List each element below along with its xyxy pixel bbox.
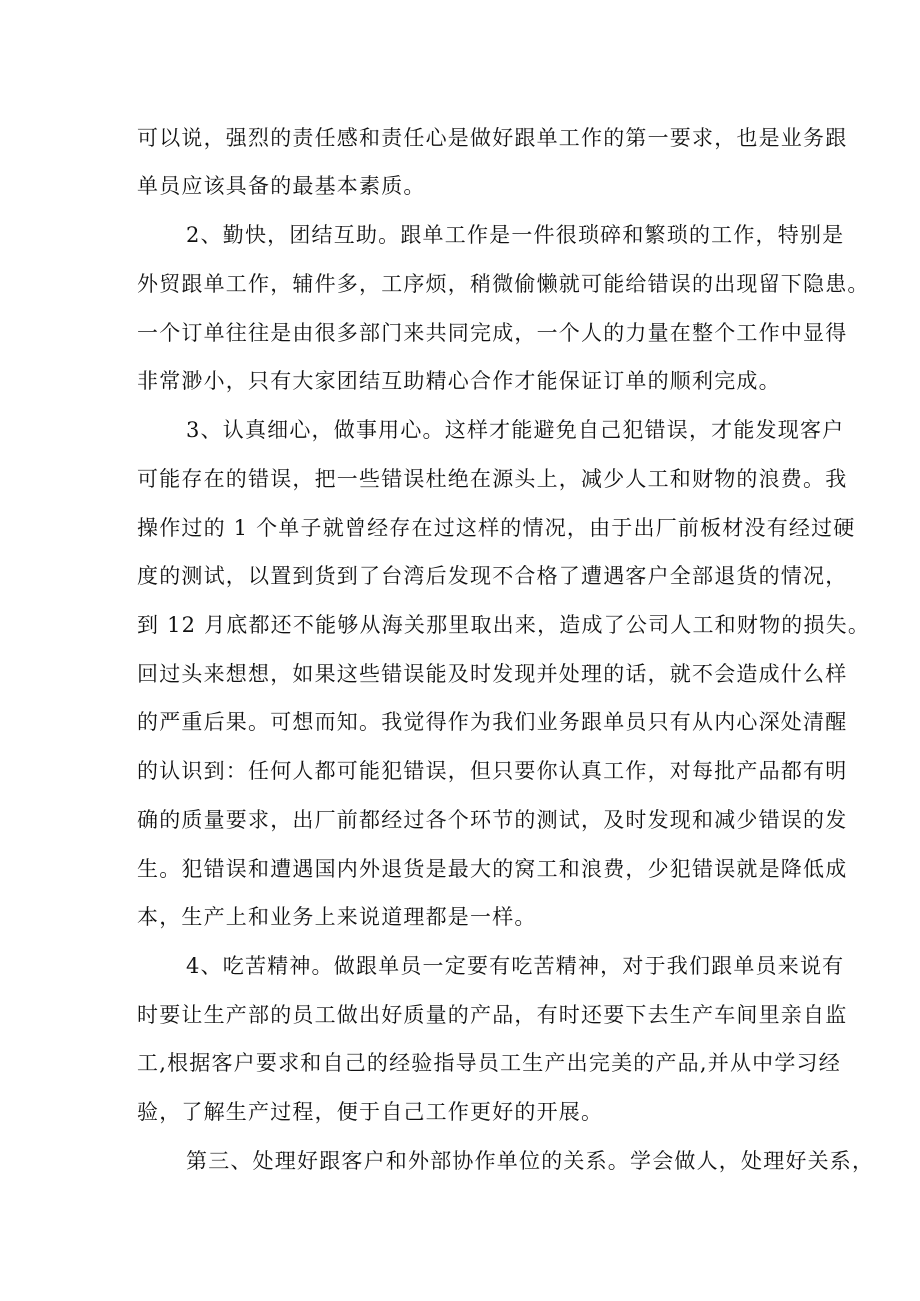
text-line: 验，了解生产过程，便于自己工作更好的开展。 xyxy=(137,1100,604,1124)
text-line: 2、勤快，团结互助。跟单工作是一件很琐碎和繁琐的工作，特别是 xyxy=(186,223,845,247)
text-line: 度的测试，以置到货到了台湾后发现不合格了遭遇客户全部退货的情况， xyxy=(137,564,848,588)
text-line: 到 12 月底都还不能够从海关那里取出来，造成了公司人工和财物的损失。 xyxy=(137,613,871,637)
text-line: 回过头来想想，如果这些错误能及时发现并处理的话，就不会造成什么样 xyxy=(137,662,848,686)
text-line: 确的质量要求，出厂前都经过各个环节的测试，及时发现和减少错误的发 xyxy=(137,808,848,832)
text-line: 第三、处理好跟客户和外部协作单位的关系。学会做人，处理好关系， xyxy=(186,1149,875,1173)
text-line: 时要让生产部的员工做出好质量的产品，有时还要下去生产车间里亲自监 xyxy=(137,1003,848,1027)
text-line: 工,根据客户要求和自己的经验指导员工生产出完美的产品,并从中学习经 xyxy=(137,1051,841,1075)
text-line: 的严重后果。可想而知。我觉得作为我们业务跟单员只有从内心深处清醒 xyxy=(137,710,848,734)
text-line: 操作过的 1 个单子就曾经存在过这样的情况，由于出厂前板材没有经过硬 xyxy=(137,516,856,540)
text-line: 可能存在的错误，把一些错误杜绝在源头上，减少人工和财物的浪费。我 xyxy=(137,467,848,491)
text-line: 外贸跟单工作，辅件多，工序烦，稍微偷懒就可能给错误的出现留下隐患。 xyxy=(137,272,870,296)
text-line: 非常渺小，只有大家团结互助精心合作才能保证订单的顺利完成。 xyxy=(137,369,781,393)
text-line: 本，生产上和业务上来说道理都是一样。 xyxy=(137,905,537,929)
text-line: 4、吃苦精神。做跟单员一定要有吃苦精神，对于我们跟单员来说有 xyxy=(186,954,845,978)
text-line: 一个订单往往是由很多部门来共同完成，一个人的力量在整个工作中显得 xyxy=(137,321,848,345)
text-line: 可以说，强烈的责任感和责任心是做好跟单工作的第一要求，也是业务跟 xyxy=(137,126,848,150)
text-line: 3、认真细心，做事用心。这样才能避免自己犯错误，才能发现客户 xyxy=(186,418,845,442)
text-line: 生。犯错误和遭遇国内外退货是最大的窝工和浪费，少犯错误就是降低成 xyxy=(137,857,848,881)
text-line: 的认识到：任何人都可能犯错误，但只要你认真工作，对每批产品都有明 xyxy=(137,759,848,783)
text-line: 单员应该具备的最基本素质。 xyxy=(137,174,426,198)
